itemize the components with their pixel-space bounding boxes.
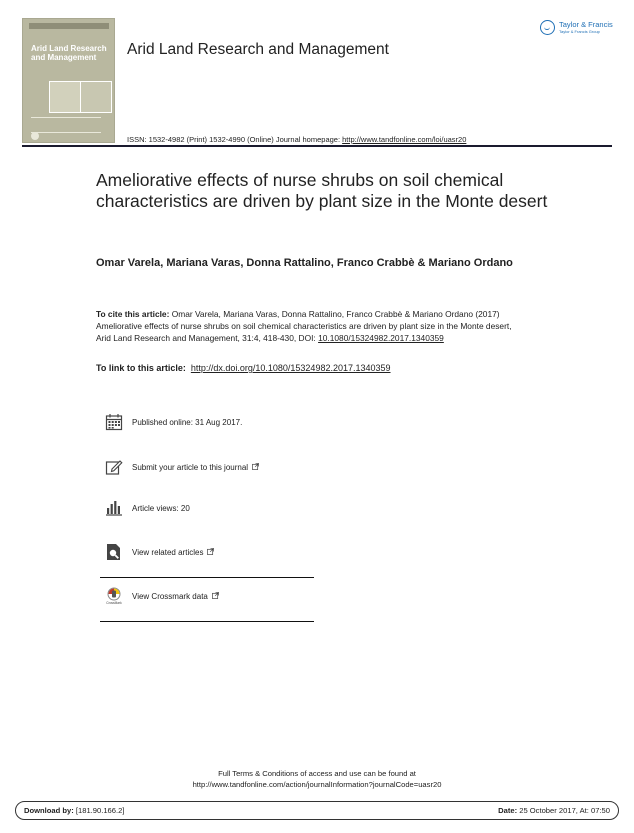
actions-divider-2 bbox=[100, 621, 314, 622]
submit-article-label: Submit your article to this journal bbox=[132, 463, 249, 472]
publisher-name: Taylor & Francis bbox=[559, 20, 613, 29]
document-search-icon bbox=[105, 543, 123, 561]
cite-text: Omar Varela, Mariana Varas, Donna Rattalino, Franco Crabbè & Mariano Ordano (2017) Ameliorative effects of nurse shrubs on soil chemical characteristics are driven by plant size in the Monte desert, Arid Land Research and Management, 31:4, 418-430, DOI: bbox=[96, 309, 512, 343]
cover-band bbox=[29, 23, 109, 29]
article-title: Ameliorative effects of nurse shrubs on soil chemical characteristics are driven by plant size in the Monte desert bbox=[96, 170, 548, 211]
cite-label: To cite this article: bbox=[96, 309, 170, 319]
article-views-text: Article views: 20 bbox=[132, 504, 190, 513]
cover-photo-right bbox=[80, 81, 112, 113]
external-link-icon bbox=[252, 463, 259, 470]
download-info-bar bbox=[15, 801, 619, 820]
terms-line-1: Full Terms & Conditions of access and use can be found at bbox=[218, 769, 416, 778]
download-by-value: [181.90.166.2] bbox=[73, 806, 125, 815]
cite-doi-link[interactable]: 10.1080/15324982.2017.1340359 bbox=[318, 333, 444, 343]
journal-title: Arid Land Research and Management bbox=[127, 41, 389, 58]
download-date-value: 25 October 2017, At: 07:50 bbox=[517, 806, 610, 815]
journal-homepage-link[interactable]: http://www.tandfonline.com/loi/uasr20 bbox=[342, 135, 467, 144]
download-date-label: Date: bbox=[498, 806, 518, 815]
actions-divider-1 bbox=[100, 577, 314, 578]
download-date bbox=[498, 806, 610, 815]
article-doi-url[interactable]: http://dx.doi.org/10.1080/15324982.2017.1340359 bbox=[190, 363, 391, 373]
article-authors: Omar Varela, Mariana Varas, Donna Rattalino, Franco Crabbè & Mariano Ordano bbox=[96, 257, 513, 269]
crossmark-link[interactable] bbox=[132, 592, 219, 601]
citation-block bbox=[96, 308, 526, 344]
crossmark-icon bbox=[105, 587, 123, 605]
cover-publisher-mark bbox=[31, 132, 39, 140]
cover-text-lines bbox=[31, 117, 101, 133]
submit-article-link[interactable] bbox=[132, 463, 259, 472]
external-link-icon bbox=[212, 592, 219, 599]
related-articles-link[interactable] bbox=[132, 548, 214, 557]
cover-photo-left bbox=[49, 81, 81, 113]
issn-line bbox=[127, 135, 466, 144]
crossmark-icon-text: CrossMark bbox=[106, 601, 122, 605]
issn-text: ISSN: 1532-4982 (Print) 1532-4990 (Online) Journal homepage: bbox=[127, 135, 343, 144]
edit-icon bbox=[105, 458, 123, 476]
link-label: To link to this article: bbox=[96, 363, 186, 373]
cover-title: Arid Land Research and Management bbox=[31, 44, 107, 62]
terms-url[interactable]: http://www.tandfonline.com/action/journalInformation?journalCode=uasr20 bbox=[192, 780, 442, 789]
published-online-text: Published online: 31 Aug 2017. bbox=[132, 418, 243, 427]
journal-cover-image bbox=[22, 18, 115, 143]
crossmark-label: View Crossmark data bbox=[132, 592, 208, 601]
bar-chart-icon bbox=[105, 499, 123, 517]
terms-block bbox=[0, 768, 634, 790]
external-link-icon bbox=[207, 548, 214, 555]
publisher-tagline: Taylor & Francis Group bbox=[559, 29, 600, 34]
download-by bbox=[24, 806, 124, 815]
publisher-logo-icon bbox=[540, 20, 555, 35]
related-articles-label: View related articles bbox=[132, 548, 204, 557]
header-divider bbox=[22, 145, 612, 147]
download-by-label: Download by: bbox=[24, 806, 74, 815]
calendar-icon bbox=[105, 413, 123, 431]
article-link-line bbox=[96, 363, 391, 373]
